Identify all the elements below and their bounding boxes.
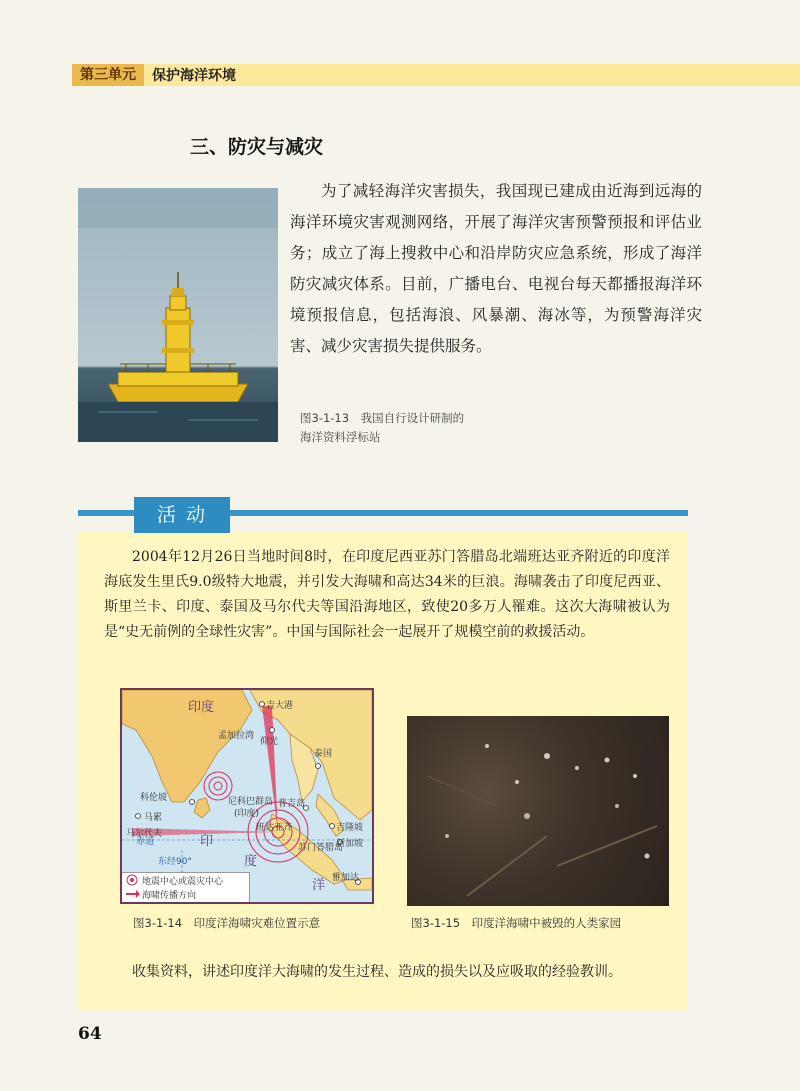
map-label-thailand: 泰国	[314, 749, 333, 759]
figure-caption-buoy-line2: 海洋资料浮标站	[300, 430, 381, 444]
map-label-male: 马累	[144, 813, 163, 823]
map-label-sumatra: 苏门答腊岛	[298, 843, 344, 853]
map-label-lon: 东经90°	[158, 857, 192, 867]
map-label-singapore: 新加坡	[336, 839, 364, 849]
map-label-ocean-3: 洋	[312, 878, 326, 893]
figure-caption-buoy-line1: 图3-1-13 我国自行设计研制的	[300, 411, 465, 425]
legend-tsunami-label: 海啸传播方向	[142, 890, 197, 901]
map-label-india: 印度	[188, 700, 215, 715]
activity-paragraph: 2004年12月26日当地时间8时，在印度尼西亚苏门答腊岛北端班达亚齐附近的印度洋海底发生里氏9.0级特大地震，并引发大海啸和高达34米的巨浪。海啸袭击了印度尼西亚、斯里兰卡、印度、泰国及马尔代夫等国沿海地区，致使20多万人罹难。这次大海啸被认为是“史无前例的全球性灾害”。中国与国际社会一起展开了规模空前的救援活动。	[104, 549, 670, 640]
legend-row-tsunami	[122, 887, 249, 901]
unit-badge: 第三单元	[72, 64, 144, 86]
legend-epicenter-label: 地震中心或震灾中心	[142, 876, 224, 887]
figure-caption-ruins: 图3-1-15 印度洋海啸中被毁的人类家园	[411, 916, 622, 930]
map-label-nicobar: 尼科巴群岛	[228, 797, 274, 807]
destroyed-homes-photo	[407, 716, 669, 906]
map-label-ocean-1: 印	[200, 834, 214, 849]
map-label-maldives: 马尔代夫	[126, 829, 163, 839]
map-label-banda: 班达亚齐	[256, 823, 293, 833]
map-label-bay: 孟加拉湾	[218, 731, 255, 741]
page-number: 64	[78, 1024, 102, 1044]
map-legend	[122, 872, 250, 902]
map-label-ocean-2: 度	[244, 854, 258, 869]
map-label-phuket: 普吉岛	[278, 799, 306, 809]
map-label-kuala: 吉隆坡	[336, 823, 364, 833]
activity-task: 收集资料，讲述印度洋大海啸的发生过程、造成的损失以及应吸取的经验教训。	[132, 964, 622, 980]
unit-header	[72, 64, 800, 86]
map-label-andaman: (印度)	[234, 809, 260, 819]
buoy-photo	[78, 188, 278, 442]
map-label-chittagong: 吉大港	[266, 701, 294, 711]
map-label-jakarta: 雅加达	[332, 873, 360, 883]
unit-title: 保护海洋环境	[152, 68, 236, 84]
figure-caption-buoy	[300, 409, 520, 447]
map-label-colombo: 科伦坡	[140, 793, 168, 803]
epicenter-icon	[126, 874, 138, 886]
intro-paragraph: 为了减轻海洋灾害损失，我国现已建成由近海到远海的海洋环境灾害观测网络，开展了海洋灾害预警预报和评估业务；成立了海上搜救中心和沿岸防灾应急系统，形成了海洋防灾减灾体系。目前，广播电台、电视台每天都播报海洋环境预报信息，包括海浪、风暴潮、海冰等，为预警海洋灾害、减少灾害损失提供服务。	[290, 182, 702, 355]
buoy-illustration	[78, 188, 278, 442]
tsunami-arrow-icon	[126, 889, 140, 899]
map-label-equator: 赤道	[136, 837, 155, 847]
legend-row-epicenter	[122, 873, 249, 887]
figure-caption-map: 图3-1-14 印度洋海啸灾难位置示意	[133, 916, 321, 930]
tsunami-map	[120, 688, 374, 904]
destroyed-homes-graphic	[407, 716, 669, 906]
map-label-yangon: 仰光	[260, 737, 279, 747]
section-title: 三、防灾与减灾	[190, 136, 324, 158]
activity-tab: 活动	[134, 497, 230, 533]
